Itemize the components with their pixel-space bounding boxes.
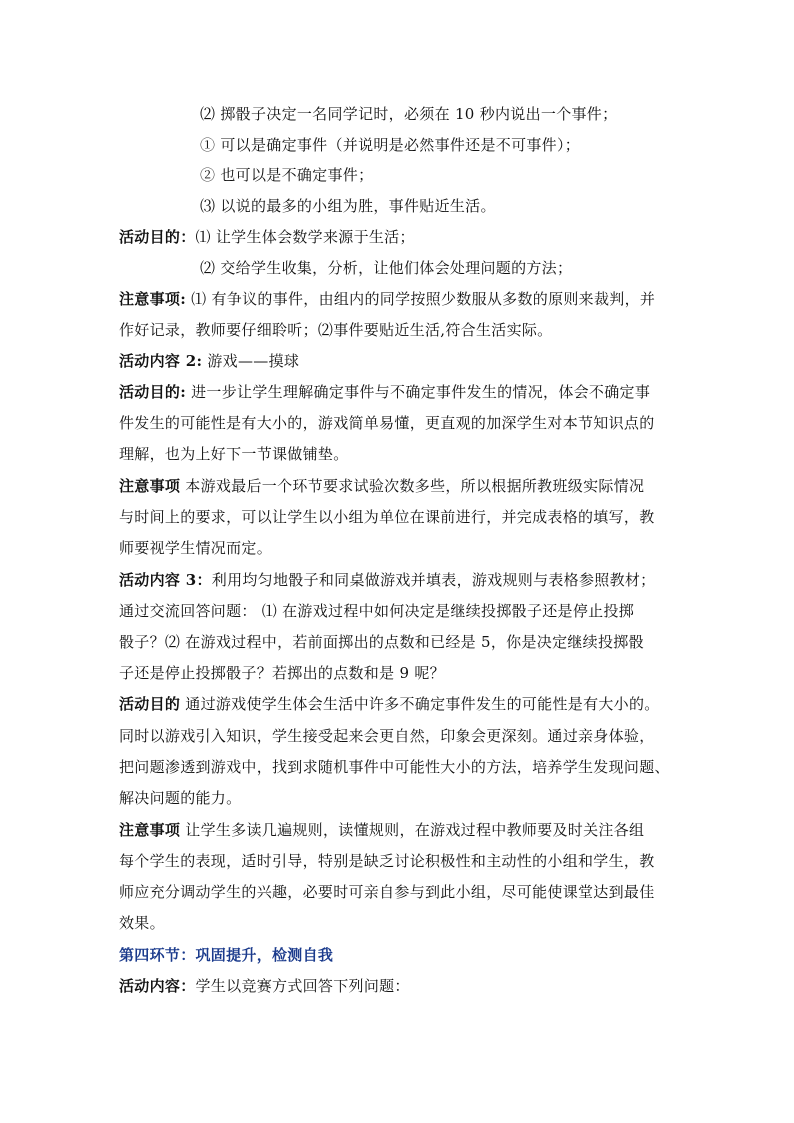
paragraph-line: 与时间上的要求，可以让学生以小组为单位在课前进行，并完成表格的填写，教 — [119, 508, 655, 526]
section-label: 活动内容： — [119, 977, 196, 995]
paragraph-line: 注意事项 本游戏最后一个环节要求试验次数多些，所以根据所教班级实际情况 — [119, 477, 645, 495]
paragraph-line: 件发生的可能性是有大小的，游戏简单易懂，更直观的加深学生对本节知识点的 — [119, 414, 655, 432]
paragraph-line: 每个学生的表现，适时引导，特别是缺乏讨论积极性和主动性的小组和学生，教 — [119, 852, 655, 870]
paragraph-line: 活动内容 3：利用均匀地骰子和同桌做游戏并填表，游戏规则与表格参照教材； — [119, 571, 656, 589]
section-label: 活动内容 3： — [119, 571, 212, 589]
paragraph-line: 活动目的：⑴ 让学生体会数学来源于生活； — [119, 228, 415, 246]
section-label: 注意事项: — [119, 290, 187, 308]
paragraph-line: 师要视学生情况而定。 — [119, 539, 273, 557]
paragraph-line: 活动目的: 进一步让学生理解确定事件与不确定事件发生的情况，体会不确定事 — [119, 383, 651, 401]
paragraph-line: ⑵ 掷骰子决定一名同学记时，必须在 10 秒内说出一个事件； — [200, 105, 618, 123]
paragraph-line: 解决问题的能力。 — [119, 789, 242, 807]
paragraph-line: ② 也可以是不确定事件； — [200, 166, 374, 184]
section-label: 注意事项 — [119, 477, 181, 495]
paragraph-line: ⑶ 以说的最多的小组为胜，事件贴近生活。 — [200, 197, 496, 215]
paragraph-line: 把问题渗透到游戏中，找到求随机事件中可能性大小的方法，培养学生发现问题、 — [119, 758, 670, 776]
paragraph-line: 理解，也为上好下一节课做铺垫。 — [119, 445, 349, 463]
section-label: 活动目的 — [119, 695, 181, 713]
paragraph-line: 师应充分调动学生的兴趣，必要时可亲自参与到此小组，尽可能使课堂达到最佳 — [119, 883, 655, 901]
section-heading: 第四环节：巩固提升，检测自我 — [119, 946, 334, 964]
paragraph-line: 注意事项 让学生多读几遍规则，读懂规则，在游戏过程中教师要及时关注各组 — [119, 821, 645, 839]
section-label: 活动目的： — [119, 228, 196, 246]
section-label: 活动目的: — [119, 383, 187, 401]
paragraph-line: 活动内容：学生以竞赛方式回答下列问题： — [119, 977, 410, 995]
paragraph-line: 注意事项: ⑴ 有争议的事件，由组内的同学按照少数服从多数的原则来裁判，并 — [119, 290, 656, 308]
section-label: 注意事项 — [119, 821, 181, 839]
paragraph-line: 通过交流回答问题： ⑴ 在游戏过程中如何决定是继续投掷骰子还是停止投掷 — [119, 602, 635, 620]
paragraph-line: 子还是停止投掷骰子？若掷出的点数和是 9 呢？ — [119, 664, 445, 682]
paragraph-line: 效果。 — [119, 914, 165, 932]
paragraph-line: 活动内容 2: 游戏——摸球 — [119, 352, 300, 370]
paragraph-line: ⑵ 交给学生收集，分析，让他们体会处理问题的方法； — [200, 259, 573, 277]
section-label: 活动内容 2: — [119, 352, 203, 370]
paragraph-line: 活动目的 通过游戏使学生体会生活中许多不确定事件发生的可能性是有大小的。 — [119, 695, 660, 713]
paragraph-line: 骰子？⑵ 在游戏过程中，若前面掷出的点数和已经是 5，你是决定继续投掷骰 — [119, 633, 644, 651]
paragraph-line: 作好记录，教师要仔细聆听；⑵事件要贴近生活,符合生活实际。 — [119, 321, 553, 339]
paragraph-line: 同时以游戏引入知识，学生接受起来会更自然，印象会更深刻。通过亲身体验， — [119, 727, 655, 745]
paragraph-line: ① 可以是确定事件（并说明是必然事件还是不可事件）； — [200, 136, 581, 154]
